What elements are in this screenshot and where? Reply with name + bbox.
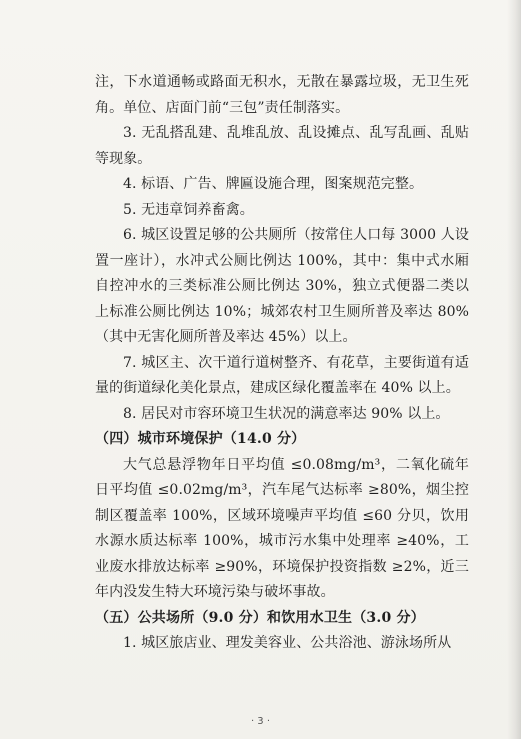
paragraph-item-5: 5. 无违章饲养畜禽。 xyxy=(123,201,254,218)
paragraph-item-6: 6. 城区设置足够的公共厕所（按常住人口每 3000 人设置一座计），水冲式公厕比例达 100%，其中：集中式水厢自控冲水的三类标准公厕比例达 30%，独立式便器二类以上标准公厕比例达 10%；城郊农村卫生厕所普及率达 80%（其中无害化厕所普及率达 45%）以上。 xyxy=(95,227,469,345)
paragraph-item-3: 3. 无乱搭乱建、乱堆乱放、乱设摊点、乱写乱画、乱贴等现象。 xyxy=(95,125,469,167)
paragraph-environment: 大气总悬浮物年日平均值 ≤0.08mg/m³，二氧化硫年日平均值 ≤0.02mg/m³，汽车尾气达标率 ≥80%，烟尘控制区覆盖率 100%，区域环境噪声平均值 ≤60 分贝，饮用水源水质达标率 100%，城市污水集中处理率 ≥40%，工业废水排放达标率 ≥90%，环境保护投资指数 ≥2%，近三年内没发生特大环境污染与破坏事故。 xyxy=(95,456,469,600)
paragraph-item-8: 8. 居民对市容环境卫生状况的满意率达 90% 以上。 xyxy=(123,405,450,422)
page-number: · 3 · xyxy=(250,716,271,727)
paragraph-item-4: 4. 标语、广告、牌匾设施合理，图案规范完整。 xyxy=(123,176,424,192)
paragraph-sanitation-continued: 注，下水道通畅或路面无积水，无散在暴露垃圾，无卫生死角。单位、店面门前“三包”责任制落实。 xyxy=(95,74,469,116)
document-body xyxy=(95,70,469,657)
section-heading-environment: （四）城市环境保护（14.0 分） xyxy=(95,431,306,447)
paragraph-item-7: 7. 城区主、次干道行道树整齐、有花草，主要街道有适量的街道绿化美化景点，建成区绿化覆盖率在 40% 以上。 xyxy=(95,354,469,396)
paragraph-public-places-item-1: 1. 城区旅店业、理发美容业、公共浴池、游泳场所从 xyxy=(123,635,452,651)
section-heading-public-places: （五）公共场所（9.0 分）和饮用水卫生（3.0 分） xyxy=(95,609,425,626)
page-edge-shadow xyxy=(507,0,521,739)
